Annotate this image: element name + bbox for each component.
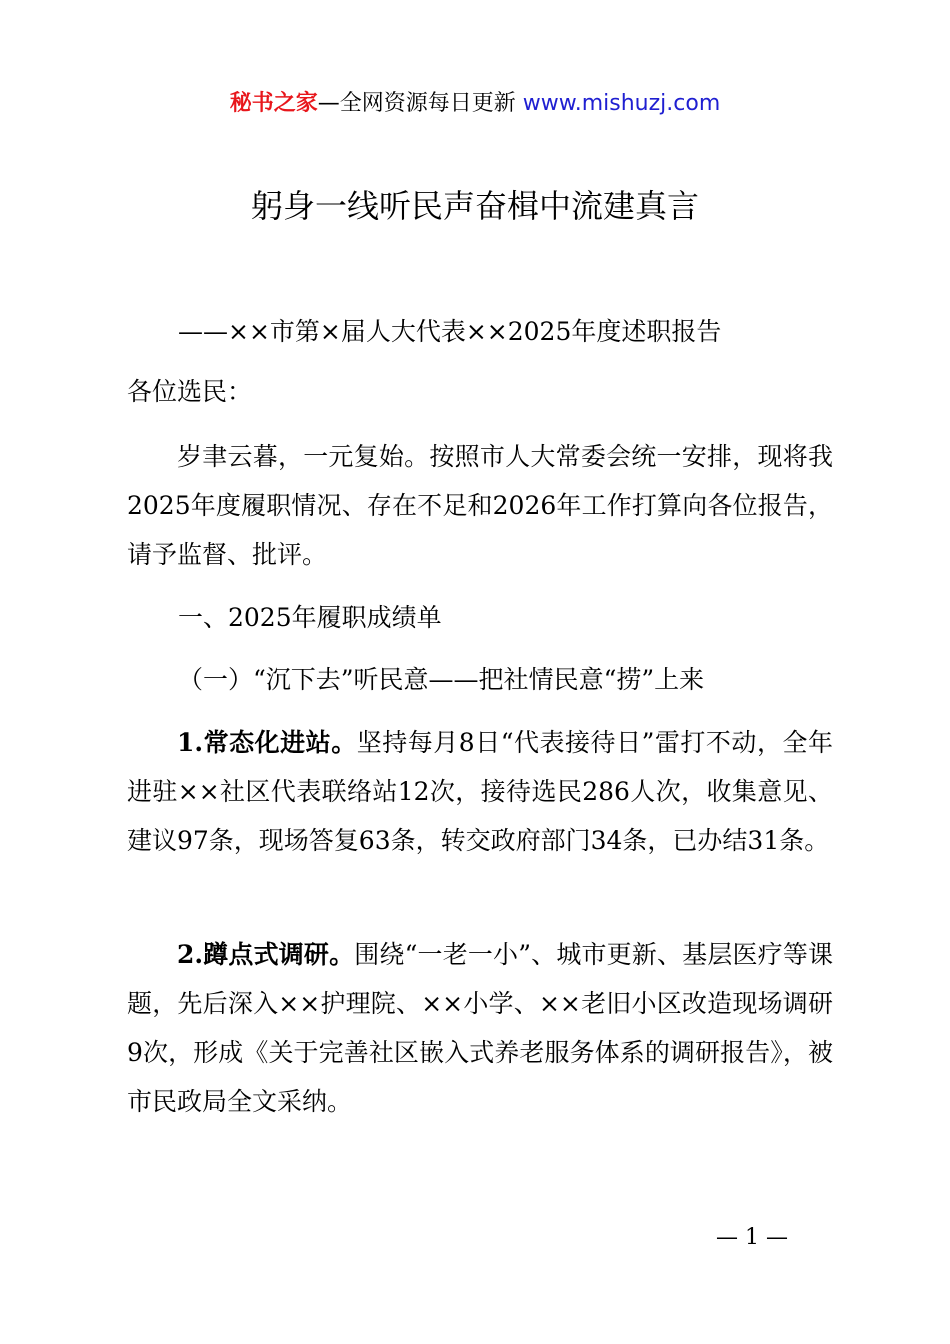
item-heading-2: 2.蹲点式调研。 — [177, 940, 355, 969]
intro-paragraph: 岁聿云暮，一元复始。按照市人大常委会统一安排，现将我2025年度履职情况、存在不足和2026年工作打算向各位报告，请予监督、批评。 — [127, 442, 833, 569]
salutation: 各位选民： — [127, 377, 253, 406]
item-paragraph-1 — [127, 718, 833, 865]
brand-name: 秘书之家 — [229, 91, 318, 116]
item-heading-1: 1.常态化进站。 — [177, 728, 357, 757]
item-text-2: 围绕“一老一小”、城市更新、基层医疗等课题，先后深入××护理院、××小学、××老旧小区改造现场调研9次，形成《关于完善社区嵌入式养老服务体系的调研报告》，被市民政局全文采纳。 — [127, 940, 833, 1116]
item-paragraph-2 — [127, 930, 833, 1126]
item-text-1: 坚持每月8日“代表接待日”雷打不动，全年进驻××社区代表联络站12次，接待选民286人次，收集意见、建议97条，现场答复63条，转交政府部门34条，已办结31条。 — [127, 728, 833, 855]
section-heading: 一、2025年履职成绩单 — [178, 603, 442, 632]
site-header — [0, 88, 950, 120]
document-title: 躬身一线听民声奋楫中流建真言 — [250, 187, 699, 225]
site-url-link[interactable]: www.mishuzj.com — [522, 91, 721, 116]
subsection-heading: （一）“沉下去”听民意——把社情民意“捞”上来 — [178, 665, 705, 694]
page-number: — 1 — — [716, 1225, 788, 1250]
document-subtitle: ——××市第×届人大代表××2025年度述职报告 — [178, 317, 722, 346]
header-tagline: —全网资源每日更新 — [317, 91, 523, 116]
